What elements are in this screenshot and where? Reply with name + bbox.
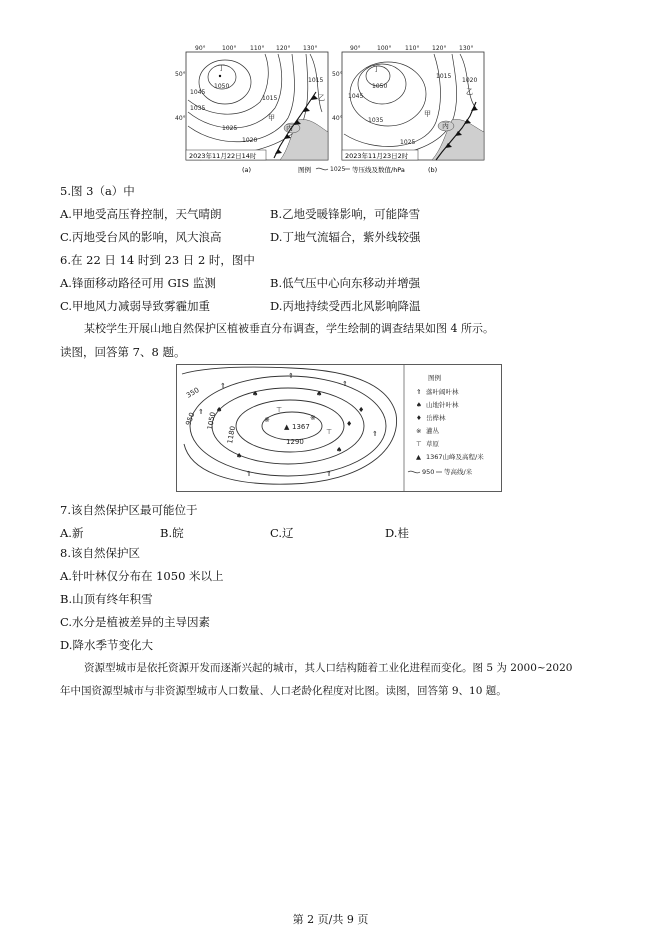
fig4-peak-value: 1367 [292,423,310,431]
legend-contour-sample: 950 [422,468,435,476]
fig3-legend-label: 图例 [298,166,311,174]
map-a-place-jia: 甲 [268,114,275,122]
map-a-isobar-1020: 1020 [242,137,258,144]
map-b-isobar-1020: 1020 [462,77,478,84]
broadleaf-icon: ⇑ [246,470,252,478]
broadleaf-icon: ⇑ [288,372,294,380]
q6-option-c: C.甲地风力减弱导致雾霾加重 [60,299,211,313]
conifer-icon: ♠ [316,390,323,398]
map-b-isobar-1035: 1035 [368,117,384,124]
q6-option-a: A.锋面移动路径可用 GIS 监测 [60,276,216,290]
legend-contour-label: 等高线/米 [444,468,473,476]
conifer-icon: ♠ [236,452,243,460]
legend-conifer-icon: ♠ [416,401,422,409]
map-a-lon-100: 100° [222,45,237,52]
q5-option-c: C.丙地受台风的影响，风大浪高 [60,230,222,244]
birch-icon: ♦ [358,406,365,414]
birch-icon: ♦ [346,420,353,428]
q8-option-a: A.针叶林仅分布在 1050 米以上 [60,569,224,583]
fig3-legend-text: 等压线及数值/hPa [352,166,405,174]
map-a-date: 2023年11月22日14时 [189,152,257,160]
legend-broadleaf-icon: ⇑ [416,388,422,396]
q6-option-d: D.丙地持续受西北风影响降温 [270,299,421,313]
legend-broadleaf-label: 落叶阔叶林 [426,388,459,396]
intro2-line1: 资源型城市是依托资源开发而逐渐兴起的城市，其人口结构随着工业化进程而变化。图 5 为 2000~2020 [84,662,573,674]
legend-peak-label: 1367山峰及高程/米 [426,453,484,461]
map-b-place-yi: 乙 [466,88,473,96]
broadleaf-icon: ⇑ [342,380,348,388]
broadleaf-icon: ⇑ [220,382,226,390]
map-b-lat-40: 40° [332,115,343,122]
intro2-line2: 年中国资源型城市与非资源型城市人口数量、人口老龄化程度对比图。读图，回答第 9、10 题。 [60,685,507,697]
conifer-icon: ♠ [336,446,343,454]
page-footer: 第 2 页/共 9 页 [292,913,369,926]
fig3-legend-sample: 1025 [330,166,346,173]
map-a-isobar-1035: 1035 [190,105,206,112]
grass-icon: ⊤ [276,406,283,414]
map-b-date: 2023年11月23日2时 [345,152,409,160]
broadleaf-icon: ⇑ [326,470,332,478]
fig4-legend-title: 图例 [428,374,441,382]
figure-3 [170,42,490,177]
map-b-lon-110: 110° [405,45,420,52]
q8-stem: 8.该自然保护区 [60,546,140,560]
map-b [332,45,484,174]
legend-shrub-label: 灌丛 [426,427,439,435]
intro1-line1: 某校学生开展山地自然保护区植被垂直分布调查，学生绘制的调查结果如图 4 所示。 [84,322,494,335]
grass-icon: ⊤ [326,428,333,436]
legend-grass-label: 草原 [426,440,439,448]
fig4-contour-350: 350 [185,386,201,400]
legend-birch-label: 岳桦林 [426,414,446,422]
q5-option-b: B.乙地受暖锋影响，可能降雪 [270,207,421,221]
map-a-lon-130: 130° [303,45,318,52]
map-a-lon-110: 110° [250,45,265,52]
q7-option-a: A.新 [60,526,84,540]
broadleaf-icon: ⇑ [372,430,378,438]
map-a-place-bing: 丙 [286,124,293,132]
q5-option-a: A.甲地受高压脊控制，天气晴朗 [60,207,222,221]
map-b-lat-50: 50° [332,71,343,78]
broadleaf-icon: ⇑ [198,408,204,416]
map-a-isobar-1050: 1050 [214,83,230,90]
q7-stem: 7.该自然保护区最可能位于 [60,503,198,517]
q5-stem: 5.图 3（a）中 [60,184,135,198]
map-b-isobar-1045: 1045 [348,93,364,100]
intro1-line2: 读图，回答第 7、8 题。 [60,345,186,359]
legend-conifer-label: 山地针叶林 [426,401,459,409]
figure-4 [176,364,502,492]
figure-4-svg [176,364,502,492]
map-b-lon-130: 130° [459,45,474,52]
q7-option-c: C.辽 [270,526,294,540]
map-b-label: (b) [428,166,438,174]
shrub-icon: ※ [264,416,270,424]
fig4-peak-marker: ▲ [284,423,290,431]
fig4-contour-950: 950 [184,411,197,427]
map-a-lon-90: 90° [195,45,206,52]
conifer-icon: ♠ [252,390,259,398]
legend-birch-icon: ♦ [416,414,422,422]
map-b-lon-90: 90° [350,45,361,52]
shrub-icon: ※ [310,414,316,422]
map-a-isobar-1015b: 1015 [308,77,324,84]
fig4-contour-1290: 1290 [286,438,304,446]
map-a-lat-40: 40° [175,115,186,122]
map-a-label: (a) [242,166,252,174]
fig4-contour-1050: 1050 [206,411,218,431]
q8-option-d: D.降水季节变化大 [60,638,153,652]
legend-grass-icon: ⊤ [416,440,422,448]
map-b-place-bing: 丙 [442,122,449,130]
q5-option-d: D.丁地气流辐合，紫外线较强 [270,230,421,244]
q7-option-b: B.皖 [160,526,184,540]
q7-option-d: D.桂 [385,526,409,540]
map-b-isobar-1015: 1015 [436,73,452,80]
map-a-isobar-1025: 1025 [222,125,238,132]
q8-option-c: C.水分是植被差异的主导因素 [60,615,211,629]
map-a-place-yi: 乙 [318,94,325,102]
conifer-icon: ♠ [216,406,223,414]
q8-option-b: B.山顶有终年积雪 [60,592,153,606]
q6-stem: 6.在 22 日 14 时到 23 日 2 时，图中 [60,253,255,267]
map-b-place-ding: 丁 [373,65,380,73]
map-a-lon-120: 120° [276,45,291,52]
fig4-contour-1180: 1180 [226,425,238,445]
map-a-isobar-1045: 1045 [190,89,206,96]
map-b-place-jia: 甲 [424,110,431,118]
map-a-lat-50: 50° [175,71,186,78]
figure-3-svg [170,42,490,177]
map-b-isobar-1050: 1050 [372,83,388,90]
map-a-isobar-1015: 1015 [262,95,278,102]
q6-option-b: B.低气压中心向东移动并增强 [270,276,421,290]
map-b-isobar-1025: 1025 [400,139,416,146]
map-a [175,45,328,174]
map-b-lon-100: 100° [377,45,392,52]
legend-shrub-icon: ※ [416,427,422,435]
legend-peak-icon: ▲ [416,453,421,461]
map-a-place-ding: 丁 [218,64,225,72]
map-b-lon-120: 120° [432,45,447,52]
